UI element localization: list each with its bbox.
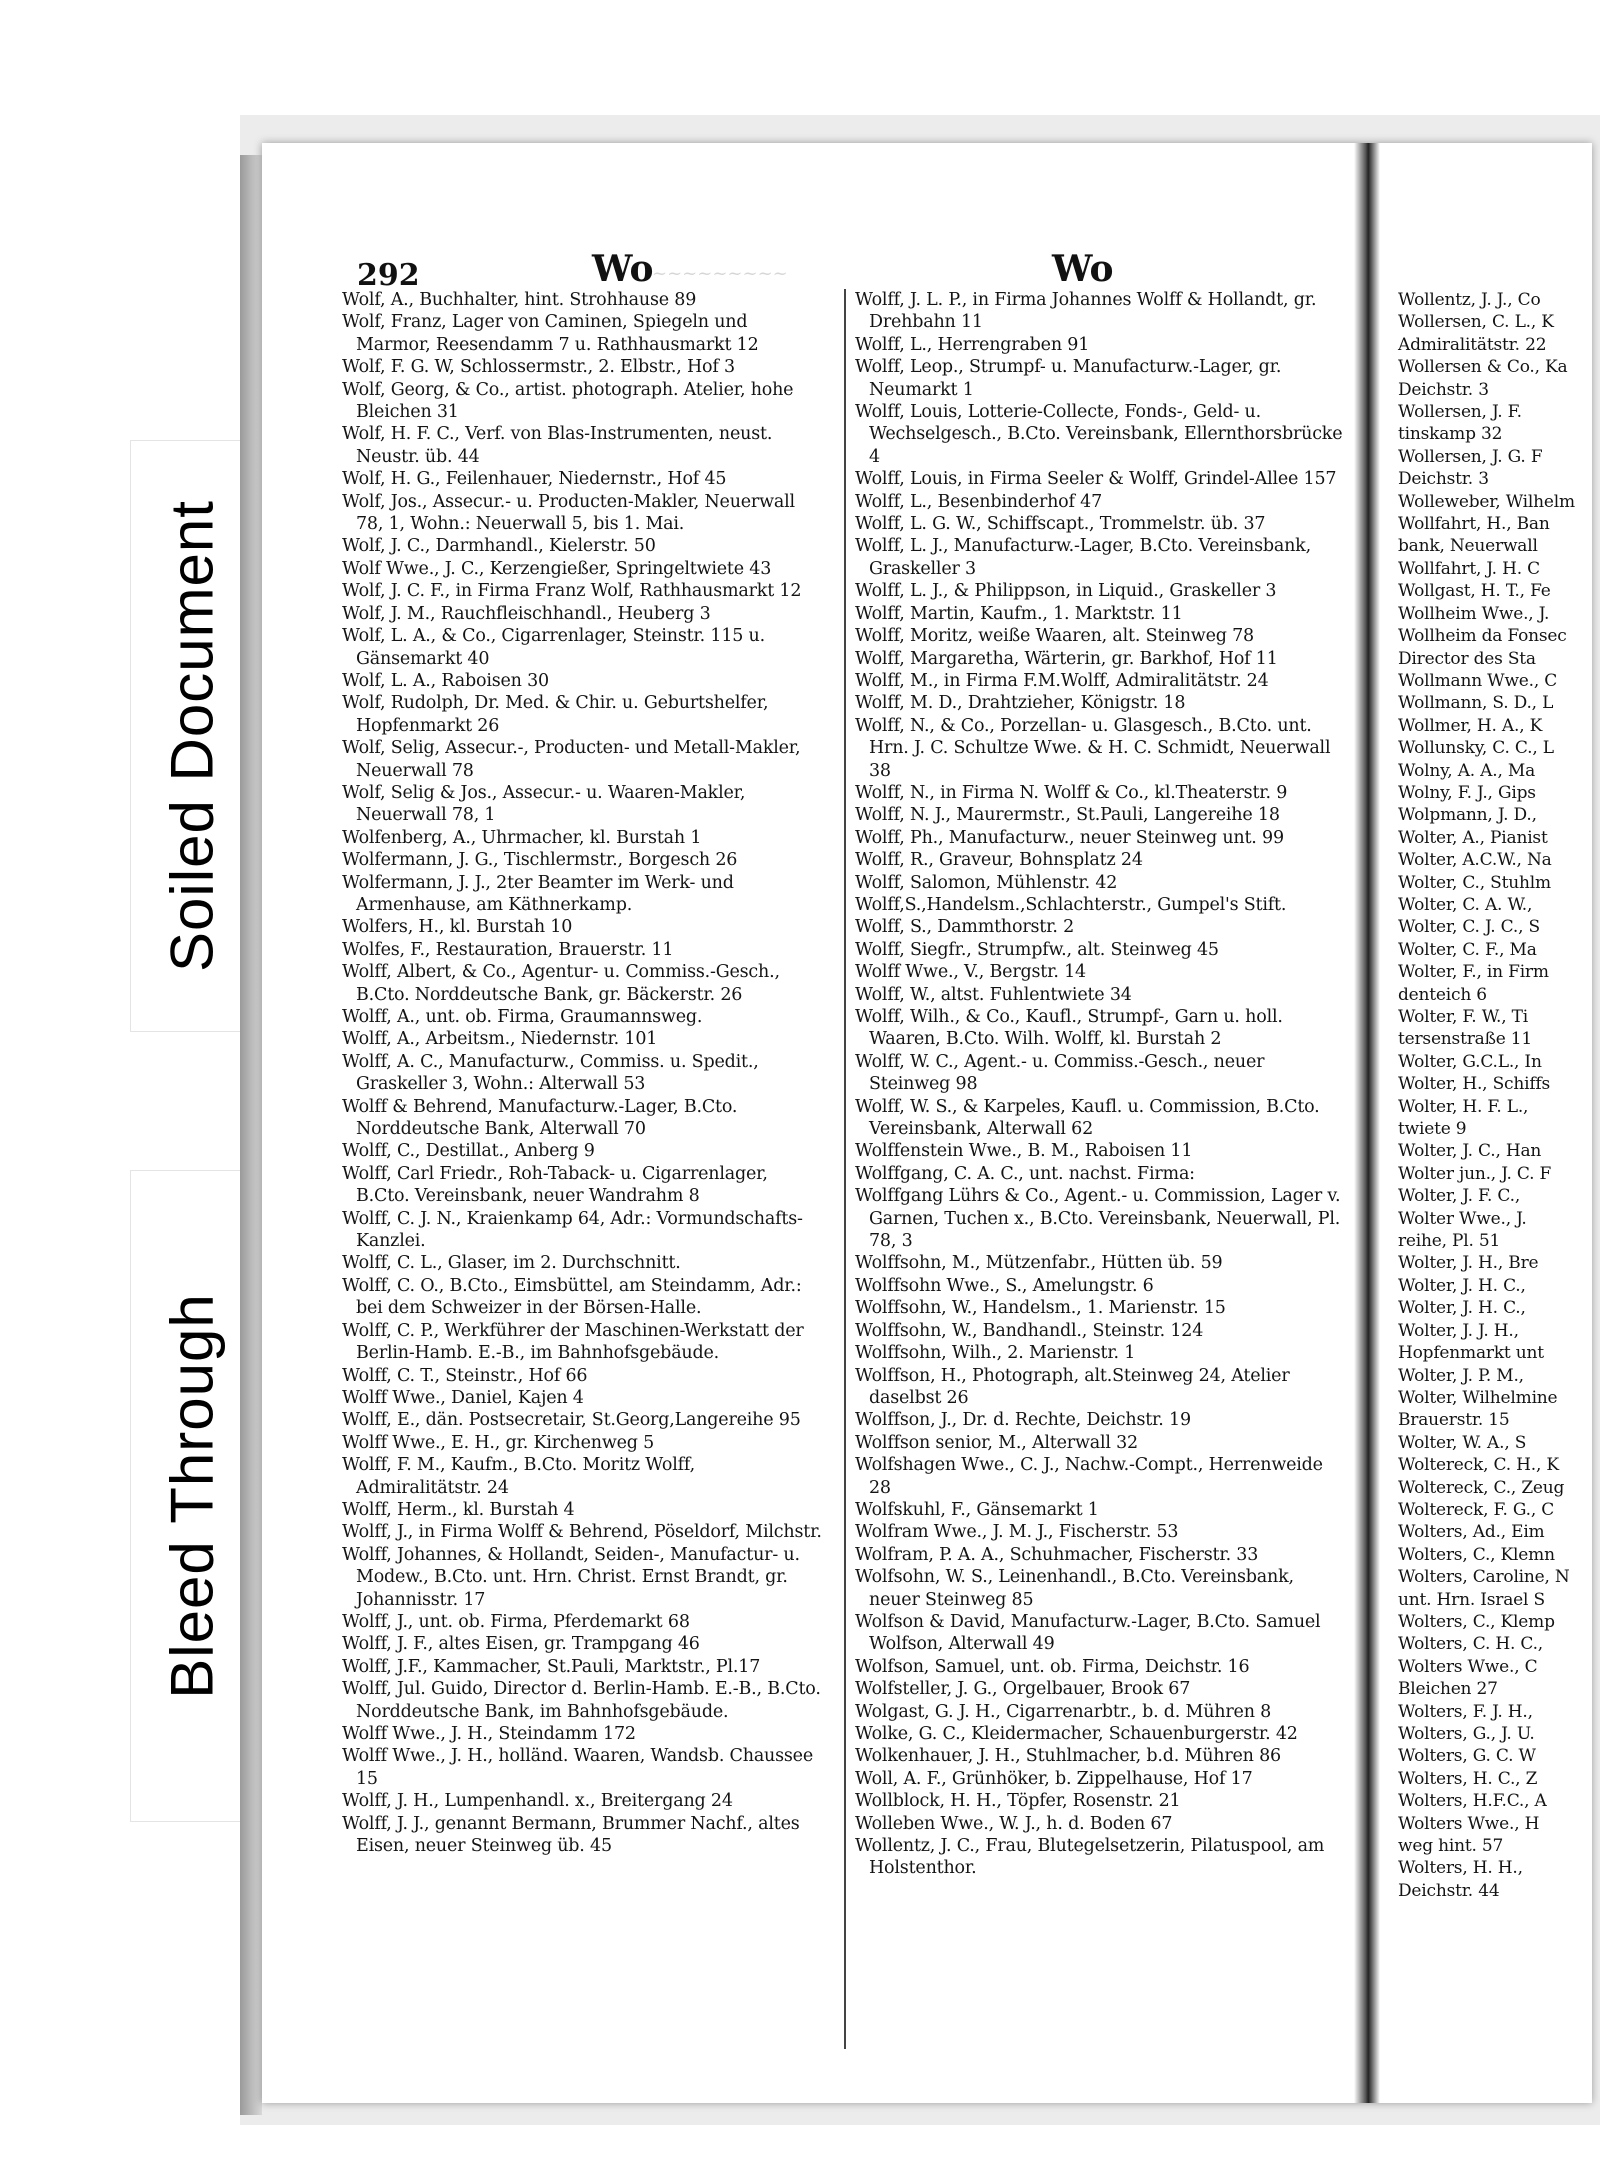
directory-entry: Wolters, C., Klemp: [1398, 1611, 1555, 1632]
directory-entry: Wolter, A., Pianist: [1398, 827, 1548, 848]
directory-entry: Deichstr. 3: [1398, 379, 1489, 400]
directory-entry: Wolff, N. J., Maurermstr., St.Pauli, Langereihe 18: [855, 805, 1280, 826]
directory-entry: Wolf, J. C. F., in Firma Franz Wolf, Rathhausmarkt 12: [342, 581, 802, 602]
directory-entry: Wolff, Albert, & Co., Agentur- u. Commiss.-Gesch., B.Cto. Norddeutsche Bank, gr. Bäckerstr. 26: [342, 962, 780, 1005]
directory-entry: Wolffenstein Wwe., B. M., Raboisen 11: [855, 1141, 1193, 1162]
directory-entry: Wolf, J. M., Rauchfleischhandl., Heuberg 3: [342, 603, 711, 624]
directory-entry: Wollheim Wwe., J.: [1398, 603, 1550, 624]
directory-entry: Wolter, J. H., Bre: [1398, 1253, 1539, 1274]
directory-entry: Wolf, Franz, Lager von Caminen, Spiegeln und Marmor, Reesendamm 7 u. Rathhausmarkt 12: [342, 312, 759, 355]
directory-entry: Wolff, C. T., Steinstr., Hof 66: [342, 1365, 588, 1386]
directory-entry: Wolter, Wilhelmine: [1398, 1387, 1558, 1408]
bleed-through-ghost: ~~~~~~~~~: [652, 263, 788, 284]
directory-entry: Wolff & Behrend, Manufacturw.-Lager, B.Cto. Norddeutsche Bank, Alterwall 70: [342, 1096, 738, 1140]
column-divider: [844, 289, 846, 2049]
directory-entry: Admiralitätstr. 22: [1398, 334, 1547, 355]
directory-entry: Wolff, M. D., Drahtzieher, Königstr. 18: [855, 693, 1186, 714]
directory-entry: Wolff, Johannes, & Hollandt, Seiden-, Manufactur- u. Modew., B.Cto. unt. Hrn. Christ. Ernst Brandt, gr. Johannisstr. 17: [342, 1544, 800, 1610]
directory-entry: Wolff, Louis, Lotterie-Collecte, Fonds-, Geld- u. Wechselgesch., B.Cto. Vereinsbank, Ellernthorsbrücke 4: [855, 402, 1343, 467]
directory-entry: Wolkenhauer, J. H., Stuhlmacher, b.d. Mühren 86: [855, 1746, 1281, 1767]
directory-entry: Wolff, J. L. P., in Firma Johannes Wolff & Hollandt, gr. Drehbahn 11: [855, 290, 1317, 333]
directory-entry: Bleichen 27: [1398, 1679, 1498, 1700]
bleed-through-text: Bleed Through: [158, 1293, 226, 1699]
bleed-through-label: [130, 1170, 254, 1822]
directory-entry: Wolters, C. H. C.,: [1398, 1634, 1543, 1655]
directory-entry: Wolffsohn, W., Bandhandl., Steinstr. 124: [855, 1320, 1204, 1341]
directory-entry: Deichstr. 3: [1398, 469, 1489, 490]
directory-entry: Wolff, J., in Firma Wolff & Behrend, Pöseldorf, Milchstr.: [342, 1522, 822, 1543]
directory-entry: Wolfram, P. A. A., Schuhmacher, Fischerstr. 33: [855, 1544, 1259, 1565]
directory-entry: Wollgast, H. T., Fe: [1398, 581, 1551, 602]
directory-entry: Wolff, W., altst. Fuhlentwiete 34: [855, 984, 1132, 1005]
directory-entry: Deichstr. 44: [1398, 1880, 1500, 1901]
directory-entry: Wolff, W. C., Agent.- u. Commiss.-Gesch., neuer Steinweg 98: [855, 1051, 1265, 1095]
directory-entry: Brauerstr. 15: [1398, 1410, 1510, 1431]
directory-entry: Wolf, Rudolph, Dr. Med. & Chir. u. Geburtshelfer, Hopfenmarkt 26: [342, 693, 769, 736]
directory-entry: Wolter Wwe., J.: [1398, 1208, 1527, 1229]
directory-entry: Wolters, Caroline, N: [1398, 1567, 1570, 1588]
directory-entry: Wolfshagen Wwe., C. J., Nachw.-Compt., Herrenweide 28: [855, 1455, 1323, 1498]
directory-entry: Wolff, L., Besenbinderhof 47: [855, 491, 1103, 512]
directory-entry: Wolfram Wwe., J. M. J., Fischerstr. 53: [855, 1522, 1179, 1543]
directory-entry: Wolff, C., Destillat., Anberg 9: [342, 1141, 595, 1162]
directory-entry: Wolffson senior, M., Alterwall 32: [855, 1432, 1138, 1453]
directory-entry: Wolf, A., Buchhalter, hint. Strohhause 89: [342, 290, 697, 310]
directory-entry: Wolleben Wwe., W. J., h. d. Boden 67: [855, 1813, 1173, 1834]
directory-entry: Wolffsohn, M., Mützenfabr., Hütten üb. 59: [855, 1253, 1223, 1274]
directory-entry: Wolff, M., in Firma F.M.Wolff, Admiralitätstr. 24: [855, 670, 1269, 691]
directory-entry: Wolny, F. J., Gips: [1398, 782, 1536, 803]
directory-entry: Wolff, L., Herrengraben 91: [855, 334, 1090, 355]
directory-entry: Wolff, A., Arbeitsm., Niedernstr. 101: [342, 1029, 658, 1050]
directory-entry: Wolff, Jul. Guido, Director d. Berlin-Hamb. E.-B., B.Cto. Norddeutsche Bank, im Bahnhofsgebäude.: [342, 1679, 821, 1722]
directory-entry: Wolters, H. C., Z: [1398, 1768, 1538, 1789]
directory-entry: Wolf Wwe., J. C., Kerzengießer, Springeltwiete 43: [342, 558, 772, 579]
directory-entry: Wolter, J. J. H.,: [1398, 1320, 1519, 1341]
directory-entry: Wolff, S., Dammthorstr. 2: [855, 917, 1075, 938]
directory-entry: Wolff, C. L., Glaser, im 2. Durchschnitt.: [342, 1253, 681, 1274]
directory-entry: Wolff, F. M., Kaufm., B.Cto. Moritz Wolff, Admiralitätstr. 24: [342, 1455, 695, 1498]
running-head-right: Wo: [1052, 248, 1114, 290]
directory-entry: Wolter, C. J. C., S: [1398, 917, 1540, 938]
directory-column-right: [1398, 289, 1592, 1902]
directory-entry: Wolters, F. J. H.,: [1398, 1701, 1533, 1722]
directory-entry: Wolfskuhl, F., Gänsemarkt 1: [855, 1499, 1099, 1520]
directory-entry: Wollentz, J. C., Frau, Blutegelsetzerin, Pilatuspool, am Holstenthor.: [855, 1836, 1325, 1879]
directory-entry: Wolff, E., dän. Postsecretair, St.Georg,Langereihe 95: [342, 1410, 801, 1431]
directory-entry: Wollfahrt, H., Ban: [1398, 514, 1550, 535]
directory-entry: Wolpmann, J. D.,: [1398, 805, 1537, 826]
directory-entry: Wolter, F., in Firm: [1398, 962, 1549, 983]
scanned-book: [240, 115, 1600, 2125]
directory-entry: Wolfermann, J. G., Tischlermstr., Borgesch 26: [342, 850, 738, 871]
directory-entry: Wolter, H., Schiffs: [1398, 1074, 1551, 1095]
directory-entry: Wolf, H. F. C., Verf. von Blas-Instrumenten, neust. Neustr. üb. 44: [342, 424, 773, 467]
directory-entry: Wolters, G. C. W: [1398, 1746, 1536, 1767]
directory-entry: Wolter, W. A., S: [1398, 1432, 1527, 1453]
directory-entry: bank, Neuerwall: [1398, 536, 1538, 557]
directory-entry: Wolff, Siegfr., Strumpfw., alt. Steinweg 45: [855, 939, 1219, 960]
directory-entry: Wolter, C., Stuhlm: [1398, 872, 1551, 893]
directory-entry: Wolgast, G. J. H., Cigarrenarbtr., b. d. Mühren 8: [855, 1701, 1272, 1722]
annotation-labels: [0, 0, 260, 2177]
soiled-document-label: [130, 440, 254, 1032]
directory-entry: Wolff, A., unt. ob. Firma, Graumannsweg.: [342, 1007, 703, 1027]
directory-entry: weg hint. 57: [1398, 1836, 1504, 1857]
directory-entry: Wollersen, J. F.: [1398, 402, 1522, 423]
directory-entry: Wollfahrt, J. H. C: [1398, 558, 1540, 579]
directory-entry: Wolfers, H., kl. Burstah 10: [342, 917, 573, 938]
directory-entry: Wolffsohn Wwe., S., Amelungstr. 6: [855, 1275, 1154, 1296]
directory-entry: unt. Hrn. Israel S: [1398, 1589, 1545, 1610]
directory-entry: Woltereck, F. G., C: [1398, 1499, 1555, 1520]
directory-entry: Wolter, C. A. W.,: [1398, 894, 1533, 915]
directory-entry: Wolter, H. F. L.,: [1398, 1096, 1529, 1117]
running-head-left: Wo: [592, 248, 654, 290]
directory-entry: Wolff, N., & Co., Porzellan- u. Glasgesch., B.Cto. unt. Hrn. J. C. Schultze Wwe. & H. C. Schmidt, Neuerwall 38: [855, 715, 1331, 781]
directory-entry: Wolff, Louis, in Firma Seeler & Wolff, Grindel-Allee 157: [855, 469, 1337, 490]
directory-entry: Wolters, C., Klemn: [1398, 1544, 1555, 1565]
directory-entry: Wollheim da Fonsec: [1398, 626, 1567, 647]
directory-entry: Wolff, W. S., & Karpeles, Kaufl. u. Commission, B.Cto. Vereinsbank, Alterwall 62: [855, 1096, 1320, 1140]
directory-entry: Wolfsohn, W. S., Leinenhandl., B.Cto. Vereinsbank, neuer Steinweg 85: [855, 1567, 1294, 1610]
directory-entry: Wolter, C. F., Ma: [1398, 939, 1537, 960]
directory-entry: Wolff, J., unt. ob. Firma, Pferdemarkt 68: [342, 1611, 690, 1632]
directory-entry: Wolter, J. H. C.,: [1398, 1298, 1526, 1319]
directory-entry: Wolff, R., Graveur, Bohnsplatz 24: [855, 850, 1143, 871]
directory-entry: Wolfson & David, Manufacturw.-Lager, B.Cto. Samuel Wolfson, Alterwall 49: [855, 1611, 1321, 1655]
directory-entry: Wolters Wwe., H: [1398, 1813, 1540, 1834]
directory-entry: Wolter, A.C.W., Na: [1398, 850, 1552, 871]
directory-entry: Wolff, Ph., Manufacturw., neuer Steinweg unt. 99: [855, 827, 1284, 848]
directory-entry: Wolff, C. J. N., Kraienkamp 64, Adr.: Vormundschafts-Kanzlei.: [342, 1208, 803, 1252]
directory-entry: twiete 9: [1398, 1119, 1467, 1140]
directory-entry: Wolfson, Samuel, unt. ob. Firma, Deichstr. 16: [855, 1656, 1250, 1677]
directory-entry: Wolff, L. J., & Philippson, in Liquid., Graskeller 3: [855, 581, 1277, 602]
directory-entry: Woll, A. F., Grünhöker, b. Zippelhause, Hof 17: [855, 1768, 1253, 1789]
directory-entry: Wolff, C. O., B.Cto., Eimsbüttel, am Steindamm, Adr.: bei dem Schweizer in der Börsen-Halle.: [342, 1275, 802, 1319]
directory-entry: Wolter, G.C.L., In: [1398, 1051, 1542, 1072]
directory-column-left: [342, 289, 822, 1857]
directory-entry: denteich 6: [1398, 984, 1487, 1005]
directory-entry: Wolff Wwe., E. H., gr. Kirchenweg 5: [342, 1432, 655, 1453]
directory-entry: Wolff, Margaretha, Wärterin, gr. Barkhof, Hof 11: [855, 648, 1278, 669]
directory-entry: Wolff, N., in Firma N. Wolff & Co., kl.Theaterstr. 9: [855, 782, 1288, 803]
directory-entry: Wolff,S.,Handelsm.,Schlachterstr., Gumpel's Stift.: [855, 894, 1287, 915]
soiled-document-text: Soiled Document: [158, 500, 226, 972]
directory-entry: Wolff, J. J., genannt Bermann, Brummer Nachf., altes Eisen, neuer Steinweg üb. 45: [342, 1813, 800, 1857]
directory-entry: Wolff, Salomon, Mühlenstr. 42: [855, 872, 1118, 893]
directory-entry: Wolf, Jos., Assecur.- u. Producten-Makler, Neuerwall 78, 1, Wohn.: Neuerwall 5, bis 1. Mai.: [342, 491, 795, 535]
directory-entry: Wolter, J. C., Han: [1398, 1141, 1542, 1162]
directory-entry: Wolf, L. A., Raboisen 30: [342, 670, 549, 691]
directory-entry: Wolters Wwe., C: [1398, 1656, 1538, 1677]
directory-entry: Woltereck, C. H., K: [1398, 1455, 1559, 1476]
directory-entry: Wolny, A. A., Ma: [1398, 760, 1536, 781]
directory-entry: Wollersen, J. G. F: [1398, 446, 1543, 467]
directory-entry: Wolters, H.F.C., A: [1398, 1791, 1547, 1812]
directory-entry: Wolffsohn, Wilh., 2. Marienstr. 1: [855, 1343, 1136, 1364]
directory-entry: tinskamp 32: [1398, 424, 1503, 445]
directory-entry: Wolf, Selig, Assecur.-, Producten- und Metall-Makler, Neuerwall 78: [342, 738, 801, 781]
directory-entry: Wolff Wwe., J. H., Steindamm 172: [342, 1724, 636, 1744]
directory-entry: Wolff, J. F., altes Eisen, gr. Trampgang 46: [342, 1634, 700, 1655]
directory-entry: Wolfermann, J. J., 2ter Beamter im Werk- und Armenhause, am Käthnerkamp.: [342, 872, 734, 915]
directory-entry: Wolfes, F., Restauration, Brauerstr. 11: [342, 939, 674, 960]
directory-entry: Wolter, F. W., Ti: [1398, 1007, 1528, 1027]
directory-entry: Wolfsteller, J. G., Orgelbauer, Brook 67: [855, 1679, 1191, 1700]
directory-entry: Wolff, L. J., Manufacturw.-Lager, B.Cto. Vereinsbank, Graskeller 3: [855, 536, 1311, 579]
directory-entry: reihe, Pl. 51: [1398, 1231, 1501, 1252]
directory-entry: Wolters, G., J. U.: [1398, 1724, 1535, 1744]
directory-entry: Wolff, J. H., Lumpenhandl. x., Breitergang 24: [342, 1791, 733, 1812]
directory-entry: Wolffgang, C. A. C., unt. nachst. Firma:: [855, 1163, 1195, 1184]
directory-entry: Wolff, Herm., kl. Burstah 4: [342, 1499, 575, 1520]
directory-entry: Wolff, A. C., Manufacturw., Commiss. u. Spedit., Graskeller 3, Wohn.: Alterwall 53: [342, 1051, 759, 1095]
directory-entry: Wollunsky, C. C., L: [1398, 738, 1554, 759]
directory-entry: Wollentz, J. J., Co: [1398, 290, 1541, 310]
directory-entry: Wolf, Georg, & Co., artist. photograph. Atelier, hohe Bleichen 31: [342, 379, 794, 423]
directory-entry: Wolff, Leop., Strumpf- u. Manufacturw.-Lager, gr. Neumarkt 1: [855, 357, 1282, 400]
directory-entry: Wollblock, H. H., Töpfer, Rosenstr. 21: [855, 1791, 1181, 1812]
directory-entry: Wolff, Carl Friedr., Roh-Taback- u. Cigarrenlager, B.Cto. Vereinsbank, neuer Wandrahm 8: [342, 1163, 768, 1207]
directory-entry: Wolff, Wilh., & Co., Kaufl., Strumpf-, Garn u. holl. Waaren, B.Cto. Wilh. Wolff, kl. Burstah 2: [855, 1007, 1283, 1050]
book-page: [262, 143, 1592, 2103]
directory-entry: Wollmann Wwe., C: [1398, 670, 1558, 691]
directory-entry: Wollersen & Co., Ka: [1398, 357, 1568, 378]
directory-entry: Wolter, J. H. C.,: [1398, 1275, 1526, 1296]
directory-entry: Wollersen, C. L., K: [1398, 312, 1554, 333]
directory-entry: Wollmer, H. A., K: [1398, 715, 1543, 736]
directory-entry: Wolter, J. F. C.,: [1398, 1186, 1521, 1207]
directory-entry: Wolter jun., J. C. F: [1398, 1163, 1552, 1184]
directory-entry: Hopfenmarkt unt: [1398, 1343, 1544, 1364]
directory-entry: Wolff, J.F., Kammacher, St.Pauli, Marktstr., Pl.17: [342, 1656, 761, 1677]
directory-entry: Wolter, J. P. M.,: [1398, 1365, 1524, 1386]
directory-entry: Wolff, Moritz, weiße Waaren, alt. Steinweg 78: [855, 626, 1254, 647]
directory-entry: Wolffsohn, W., Handelsm., 1. Marienstr. 15: [855, 1298, 1226, 1319]
directory-entry: Wolffson, J., Dr. d. Rechte, Deichstr. 19: [855, 1410, 1191, 1431]
directory-entry: Wolfenberg, A., Uhrmacher, kl. Burstah 1: [342, 827, 702, 848]
directory-entry: Wolleweber, Wilhelm: [1398, 491, 1575, 512]
directory-entry: Wolffson, H., Photograph, alt.Steinweg 24, Atelier daselbst 26: [855, 1365, 1290, 1408]
directory-entry: Wolff Wwe., J. H., holländ. Waaren, Wandsb. Chaussee 15: [342, 1746, 813, 1789]
directory-entry: Wolff Wwe., V., Bergstr. 14: [855, 962, 1086, 983]
directory-entry: Wolf, F. G. W, Schlossermstr., 2. Elbstr., Hof 3: [342, 357, 735, 378]
directory-entry: Wolff, L. G. W., Schiffscapt., Trommelstr. üb. 37: [855, 514, 1266, 535]
directory-entry: Director des Sta: [1398, 648, 1536, 669]
directory-entry: Wolters, H. H.,: [1398, 1858, 1523, 1879]
facing-page-fragment: [1380, 143, 1592, 2103]
book-gutter: [1354, 143, 1380, 2103]
directory-entry: Wolf, J. C., Darmhandl., Kielerstr. 50: [342, 536, 656, 557]
directory-entry: Woltereck, C., Zeug: [1398, 1477, 1565, 1498]
directory-entry: Wolff Wwe., Daniel, Kajen 4: [342, 1387, 584, 1408]
directory-entry: Wolf, L. A., & Co., Cigarrenlager, Steinstr. 115 u. Gänsemarkt 40: [342, 626, 765, 669]
directory-entry: tersenstraße 11: [1398, 1029, 1533, 1050]
book-edge-shadow: [240, 155, 262, 2115]
directory-column-middle: [855, 289, 1343, 1880]
directory-entry: Wolff, C. P., Werkführer der Maschinen-Werkstatt der Berlin-Hamb. E.-B., im Bahnhofsgebäude.: [342, 1320, 804, 1364]
directory-entry: Wolf, Selig & Jos., Assecur.- u. Waaren-Makler, Neuerwall 78, 1: [342, 782, 746, 826]
directory-entry: Wolke, G. C., Kleidermacher, Schauenburgerstr. 42: [855, 1724, 1298, 1744]
page-number: 292: [357, 258, 420, 293]
directory-entry: Wolters, Ad., Eim: [1398, 1522, 1545, 1543]
directory-entry: Wollmann, S. D., L: [1398, 693, 1554, 714]
directory-entry: Wolf, H. G., Feilenhauer, Niedernstr., Hof 45: [342, 469, 727, 490]
directory-entry: Wolffgang Lührs & Co., Agent.- u. Commission, Lager v. Garnen, Tuchen x., B.Cto. Vereinsbank, Neuerwall, Pl. 78, 3: [855, 1186, 1341, 1252]
directory-entry: Wolff, Martin, Kaufm., 1. Marktstr. 11: [855, 603, 1183, 624]
